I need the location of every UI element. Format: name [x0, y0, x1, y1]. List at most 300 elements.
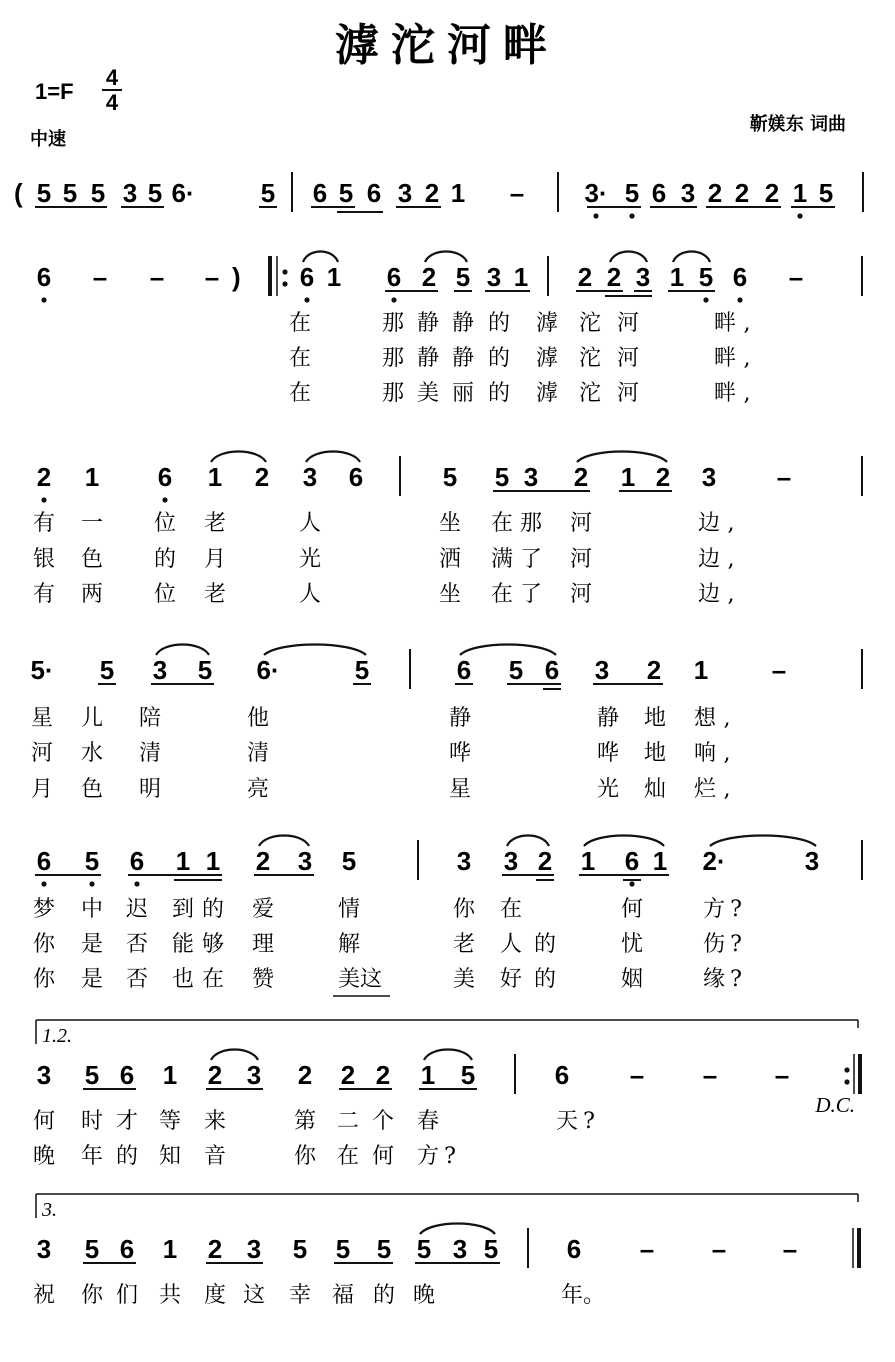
- slur: [425, 252, 467, 263]
- lower-octave-dot: [304, 297, 309, 302]
- note: 1: [175, 846, 191, 876]
- lower-octave-dot: [41, 881, 46, 886]
- lyric-char: 的: [533, 967, 557, 992]
- note: 6: [299, 262, 315, 292]
- lyric-char: 春: [416, 1109, 440, 1134]
- lyric-char: 色: [80, 547, 104, 572]
- slur: [259, 836, 309, 847]
- lyric-char: 河: [569, 582, 593, 607]
- lyric-char: 们: [115, 1283, 139, 1308]
- time-signature-top: 4: [105, 65, 119, 90]
- note: –: [711, 1234, 727, 1264]
- note: 1: [652, 846, 668, 876]
- lyric-char: 这: [359, 967, 383, 992]
- lyric-char: 共: [158, 1283, 182, 1308]
- note: 1: [580, 846, 596, 876]
- lyric-char: 二: [336, 1109, 360, 1134]
- lyric-char: 理: [251, 932, 275, 957]
- lyric-char: 光: [298, 547, 322, 572]
- lyric-char: 河: [30, 741, 54, 766]
- note: 1: [162, 1234, 178, 1264]
- repeat-dot: [282, 281, 287, 286]
- lyric-char: 沱: [578, 311, 602, 336]
- note: 2: [254, 462, 270, 492]
- lyric-char: 畔: [713, 346, 737, 371]
- lyric-char: 那: [381, 381, 405, 406]
- lyric-char: 畔: [713, 311, 737, 336]
- lyric-char: ,: [727, 511, 735, 536]
- note: 6: [348, 462, 364, 492]
- lyric-char: 那: [381, 346, 405, 371]
- lyric-char: 在: [499, 897, 523, 922]
- lyric-char: 也: [171, 967, 195, 992]
- lyric-char: 哗: [596, 741, 620, 766]
- open-paren: (: [14, 178, 23, 208]
- note: 2: [255, 846, 271, 876]
- slur: [303, 252, 338, 263]
- note: 2: [606, 262, 622, 292]
- lyric-char: 滹: [535, 346, 559, 371]
- note: 6: [36, 846, 52, 876]
- note: 5: [62, 178, 78, 208]
- lyric-char: 在: [288, 346, 312, 371]
- note: 5: [341, 846, 357, 876]
- note: 6: [554, 1060, 570, 1090]
- note: 5: [335, 1234, 351, 1264]
- lyric-char: 这: [242, 1283, 266, 1308]
- note: 6: [456, 655, 472, 685]
- dc-marking: D.C.: [815, 1093, 855, 1117]
- note: 3: [486, 262, 502, 292]
- lower-octave-dot: [391, 297, 396, 302]
- lyric-char: 的: [372, 1283, 396, 1308]
- note: –: [204, 262, 220, 292]
- lyric-char: 在: [288, 311, 312, 336]
- note: 2: [734, 178, 750, 208]
- note: 2: [573, 462, 589, 492]
- note: 1: [792, 178, 808, 208]
- note: 2: [577, 262, 593, 292]
- note: 1: [162, 1060, 178, 1090]
- lyric-char: 否: [125, 932, 149, 957]
- note: 5: [483, 1234, 499, 1264]
- lyric-char: 知: [158, 1144, 182, 1169]
- note: 3: [36, 1234, 52, 1264]
- note: –: [782, 1234, 798, 1264]
- lyric-char: 你: [32, 932, 56, 957]
- lyric-char: 有: [32, 582, 56, 607]
- note: 2: [421, 262, 437, 292]
- lyric-char: 来: [203, 1109, 227, 1134]
- note: 5: [354, 655, 370, 685]
- note: 1: [205, 846, 221, 876]
- slur: [673, 252, 710, 263]
- lyric-char: 坐: [438, 582, 462, 607]
- note: –: [149, 262, 165, 292]
- note: 5: [292, 1234, 308, 1264]
- note: 6: [157, 462, 173, 492]
- lyric-char: 是: [80, 967, 104, 992]
- note: 5: [197, 655, 213, 685]
- lyric-char: 个: [371, 1109, 395, 1134]
- slur: [156, 645, 209, 656]
- lower-octave-dot: [41, 297, 46, 302]
- note: 3: [397, 178, 413, 208]
- lyric-char: 人: [499, 932, 523, 957]
- lyric-char: 光: [596, 777, 620, 802]
- lyric-char: 边: [697, 547, 721, 572]
- note: 1: [693, 655, 709, 685]
- lyric-char: 边: [697, 582, 721, 607]
- lyric-char: 清: [138, 741, 162, 766]
- note: 6: [119, 1234, 135, 1264]
- lyric-char: 你: [80, 1283, 104, 1308]
- note: 3: [246, 1060, 262, 1090]
- note: 5: [818, 178, 834, 208]
- lyric-char: 河: [569, 547, 593, 572]
- lyric-char: 在: [490, 582, 514, 607]
- lyric-char: 有: [32, 511, 56, 536]
- lyric-char: 的: [487, 381, 511, 406]
- lyric-char: 哗: [448, 741, 472, 766]
- slur: [710, 836, 816, 847]
- composer-credit: 靳媄东 词曲: [749, 114, 846, 135]
- lower-octave-dot: [629, 213, 634, 218]
- lyric-char: 静: [596, 706, 620, 731]
- slur: [610, 252, 647, 263]
- repeat-dot: [844, 1067, 849, 1072]
- lyric-char: 亮: [246, 777, 270, 802]
- song-title: 滹沱河畔: [335, 20, 559, 71]
- note: 5: [36, 178, 52, 208]
- lower-octave-dot: [737, 297, 742, 302]
- lyric-char: 的: [115, 1144, 139, 1169]
- lyric-char: ,: [743, 346, 751, 371]
- lower-octave-dot: [797, 213, 802, 218]
- lyric-char: ,: [727, 582, 735, 607]
- notation-text: [14, 178, 855, 1308]
- lyric-char: 滹: [535, 381, 559, 406]
- lyric-char: 了: [519, 547, 543, 572]
- slur: [577, 452, 667, 463]
- note: 6: [651, 178, 667, 208]
- lyric-char: 老: [203, 582, 227, 607]
- note: 2: [375, 1060, 391, 1090]
- note: 3: [503, 846, 519, 876]
- lyric-char: 月: [203, 547, 227, 572]
- lyric-char: 忧: [620, 932, 644, 957]
- note: 3: [246, 1234, 262, 1264]
- lyric-char: 姻: [620, 967, 644, 992]
- lyric-char: 你: [452, 897, 476, 922]
- slur: [211, 452, 266, 463]
- lyric-char: 在: [336, 1144, 360, 1169]
- lyric-char: 静: [451, 311, 475, 336]
- note: 6: [119, 1060, 135, 1090]
- lyric-char: ?: [444, 1144, 456, 1169]
- lyric-char: 度: [203, 1283, 227, 1308]
- note: 2: [297, 1060, 313, 1090]
- note: 6: [732, 262, 748, 292]
- slur: [211, 1050, 258, 1061]
- lyric-char: 第: [293, 1109, 317, 1134]
- note: 3: [804, 846, 820, 876]
- note: 6: [544, 655, 560, 685]
- note: 2: [646, 655, 662, 685]
- slur: [306, 452, 360, 463]
- lyric-char: 幸: [288, 1283, 312, 1308]
- lyric-char: 河: [616, 381, 640, 406]
- lyric-char: 是: [80, 932, 104, 957]
- note: 3: [36, 1060, 52, 1090]
- lyric-char: 在: [288, 381, 312, 406]
- lyric-char: 静: [451, 346, 475, 371]
- lyric-char: ,: [743, 381, 751, 406]
- note: 1: [326, 262, 342, 292]
- note: 5: [508, 655, 524, 685]
- note: –: [702, 1060, 718, 1090]
- note: 5: [494, 462, 510, 492]
- note: 2: [764, 178, 780, 208]
- lyric-char: 河: [616, 311, 640, 336]
- lyric-char: 儿: [80, 706, 104, 731]
- lower-octave-dot: [162, 497, 167, 502]
- slur: [264, 645, 366, 656]
- lyric-char: 中: [80, 897, 104, 922]
- lyric-char: ,: [723, 706, 731, 731]
- note: 3·: [584, 178, 608, 208]
- lyric-char: 陪: [138, 706, 162, 731]
- lyric-char: ,: [723, 741, 731, 766]
- note: 3: [302, 462, 318, 492]
- lyric-char: 他: [246, 706, 270, 731]
- note: 1: [420, 1060, 436, 1090]
- lyric-char: 地: [643, 706, 667, 731]
- lyric-char: 何: [32, 1109, 56, 1134]
- lyric-char: 河: [616, 346, 640, 371]
- note: 2: [207, 1234, 223, 1264]
- lower-octave-dot: [89, 881, 94, 886]
- note: 2: [424, 178, 440, 208]
- note: 3: [122, 178, 138, 208]
- lyric-char: 赞: [251, 967, 275, 992]
- lyric-char: 。: [582, 1283, 606, 1308]
- lyric-char: ,: [727, 547, 735, 572]
- note: 2: [655, 462, 671, 492]
- lyric-char: 年: [560, 1283, 584, 1308]
- note: 6: [624, 846, 640, 876]
- lyric-char: 能: [171, 932, 195, 957]
- note: 6: [386, 262, 402, 292]
- lyric-char: 位: [153, 511, 177, 536]
- note: 1: [620, 462, 636, 492]
- lyric-char: 那: [519, 511, 543, 536]
- lyric-char: 想: [693, 706, 717, 731]
- lyric-char: 畔: [713, 381, 737, 406]
- lyric-char: 解: [337, 932, 361, 957]
- lyric-char: 月: [30, 777, 54, 802]
- lyric-char: 年: [80, 1144, 104, 1169]
- lower-octave-dot: [593, 213, 598, 218]
- lyric-char: 边: [697, 511, 721, 536]
- note: 2·: [702, 846, 726, 876]
- lyric-char: 的: [533, 932, 557, 957]
- note: 3: [523, 462, 539, 492]
- lyric-char: 的: [201, 897, 225, 922]
- lyric-char: 人: [298, 582, 322, 607]
- lyric-char: ,: [743, 311, 751, 336]
- lyric-char: 坐: [438, 511, 462, 536]
- note: –: [776, 462, 792, 492]
- lyric-char: ?: [730, 967, 742, 992]
- note: 5: [338, 178, 354, 208]
- note: 5: [376, 1234, 392, 1264]
- lyric-char: 何: [620, 897, 644, 922]
- lyric-char: 滹: [535, 311, 559, 336]
- lyric-char: 河: [569, 511, 593, 536]
- lyric-char: 位: [153, 582, 177, 607]
- note: –: [788, 262, 804, 292]
- lower-octave-dot: [41, 497, 46, 502]
- note: 6: [129, 846, 145, 876]
- lyric-char: 水: [80, 741, 104, 766]
- note: 5: [416, 1234, 432, 1264]
- lyric-char: 丽: [451, 381, 475, 406]
- lyric-char: 的: [487, 311, 511, 336]
- lyric-char: ?: [730, 932, 742, 957]
- note: 1: [84, 462, 100, 492]
- lyric-char: ,: [723, 777, 731, 802]
- lyric-char: 伤: [702, 932, 726, 957]
- lyric-char: 美: [416, 381, 440, 406]
- note: 1: [450, 178, 466, 208]
- note: 6: [312, 178, 328, 208]
- lower-octave-dot: [629, 881, 634, 886]
- note: 1: [207, 462, 223, 492]
- lyric-char: 银: [32, 547, 56, 572]
- lyric-char: 福: [331, 1283, 355, 1308]
- lyric-char: 天: [555, 1109, 579, 1134]
- lyric-char: 何: [371, 1144, 395, 1169]
- note: 6·: [256, 655, 280, 685]
- lyric-char: 在: [201, 967, 225, 992]
- lyric-char: 否: [125, 967, 149, 992]
- slur: [507, 836, 549, 847]
- note: 5·: [30, 655, 54, 685]
- lyric-char: 方: [416, 1144, 440, 1169]
- note: 6: [36, 262, 52, 292]
- repeat-dot: [282, 269, 287, 274]
- lyric-char: 沱: [578, 381, 602, 406]
- time-signature-bottom: 4: [105, 90, 119, 115]
- note: 3: [701, 462, 717, 492]
- lyric-char: 才: [115, 1109, 139, 1134]
- lyric-char: 一: [80, 511, 104, 536]
- lyric-char: ?: [730, 897, 742, 922]
- close-paren: ): [232, 262, 241, 292]
- lyric-char: 方: [702, 897, 726, 922]
- note: 2: [537, 846, 553, 876]
- lyric-char: 情: [337, 897, 361, 922]
- lyric-char: 满: [490, 547, 514, 572]
- lyric-char: 美: [337, 967, 361, 992]
- volta-label: 1.2.: [42, 1025, 72, 1047]
- volta-label: 3.: [42, 1199, 57, 1221]
- lyric-char: 梦: [32, 897, 56, 922]
- lyric-char: 沱: [578, 346, 602, 371]
- lyric-char: 爱: [251, 897, 275, 922]
- lyric-char: 晚: [412, 1283, 436, 1308]
- lower-octave-dot: [134, 881, 139, 886]
- lyric-char: 美: [452, 967, 476, 992]
- note: 3: [456, 846, 472, 876]
- lyric-char: 的: [487, 346, 511, 371]
- lyric-char: 响: [693, 741, 717, 766]
- note: 3: [680, 178, 696, 208]
- note: 2: [707, 178, 723, 208]
- lyric-char: ?: [583, 1109, 595, 1134]
- lyric-char: 星: [30, 706, 54, 731]
- note: 5: [84, 846, 100, 876]
- note: 2: [36, 462, 52, 492]
- note: 5: [84, 1060, 100, 1090]
- lyric-char: 你: [32, 967, 56, 992]
- note: 3: [594, 655, 610, 685]
- note: 3: [635, 262, 651, 292]
- note: 5: [147, 178, 163, 208]
- key-signature: 1=F: [35, 79, 74, 104]
- lyric-char: 老: [452, 932, 476, 957]
- lyric-char: 洒: [438, 547, 462, 572]
- lyric-char: 灿: [643, 777, 667, 802]
- note: 6: [366, 178, 382, 208]
- note: 3: [297, 846, 313, 876]
- note: 6: [566, 1234, 582, 1264]
- lyric-char: 烂: [693, 777, 717, 802]
- lower-octave-dot: [703, 297, 708, 302]
- lyric-char: 祝: [32, 1283, 56, 1308]
- lyric-char: 的: [153, 547, 177, 572]
- lyric-char: 那: [381, 311, 405, 336]
- lyric-char: 你: [293, 1144, 317, 1169]
- lyric-char: 音: [203, 1144, 227, 1169]
- lyric-char: 两: [80, 582, 104, 607]
- note: –: [771, 655, 787, 685]
- slur: [460, 645, 556, 656]
- note: 1: [669, 262, 685, 292]
- note: 1: [513, 262, 529, 292]
- lyric-char: 老: [203, 511, 227, 536]
- note: 5: [99, 655, 115, 685]
- slur: [584, 836, 664, 847]
- note: –: [92, 262, 108, 292]
- lyric-char: 明: [138, 777, 162, 802]
- lyric-char: 人: [298, 511, 322, 536]
- lyric-char: 等: [158, 1109, 182, 1134]
- lyric-char: 迟: [125, 897, 149, 922]
- lyric-char: 到: [171, 897, 195, 922]
- slur: [424, 1050, 472, 1061]
- repeat-dot: [844, 1079, 849, 1084]
- note: 5: [442, 462, 458, 492]
- lyric-char: 了: [519, 582, 543, 607]
- lyric-char: 缘: [702, 967, 726, 992]
- lyric-char: 晚: [32, 1144, 56, 1169]
- note: –: [774, 1060, 790, 1090]
- lyric-char: 星: [448, 777, 472, 802]
- note: 5: [455, 262, 471, 292]
- tempo-marking: 中速: [30, 129, 66, 150]
